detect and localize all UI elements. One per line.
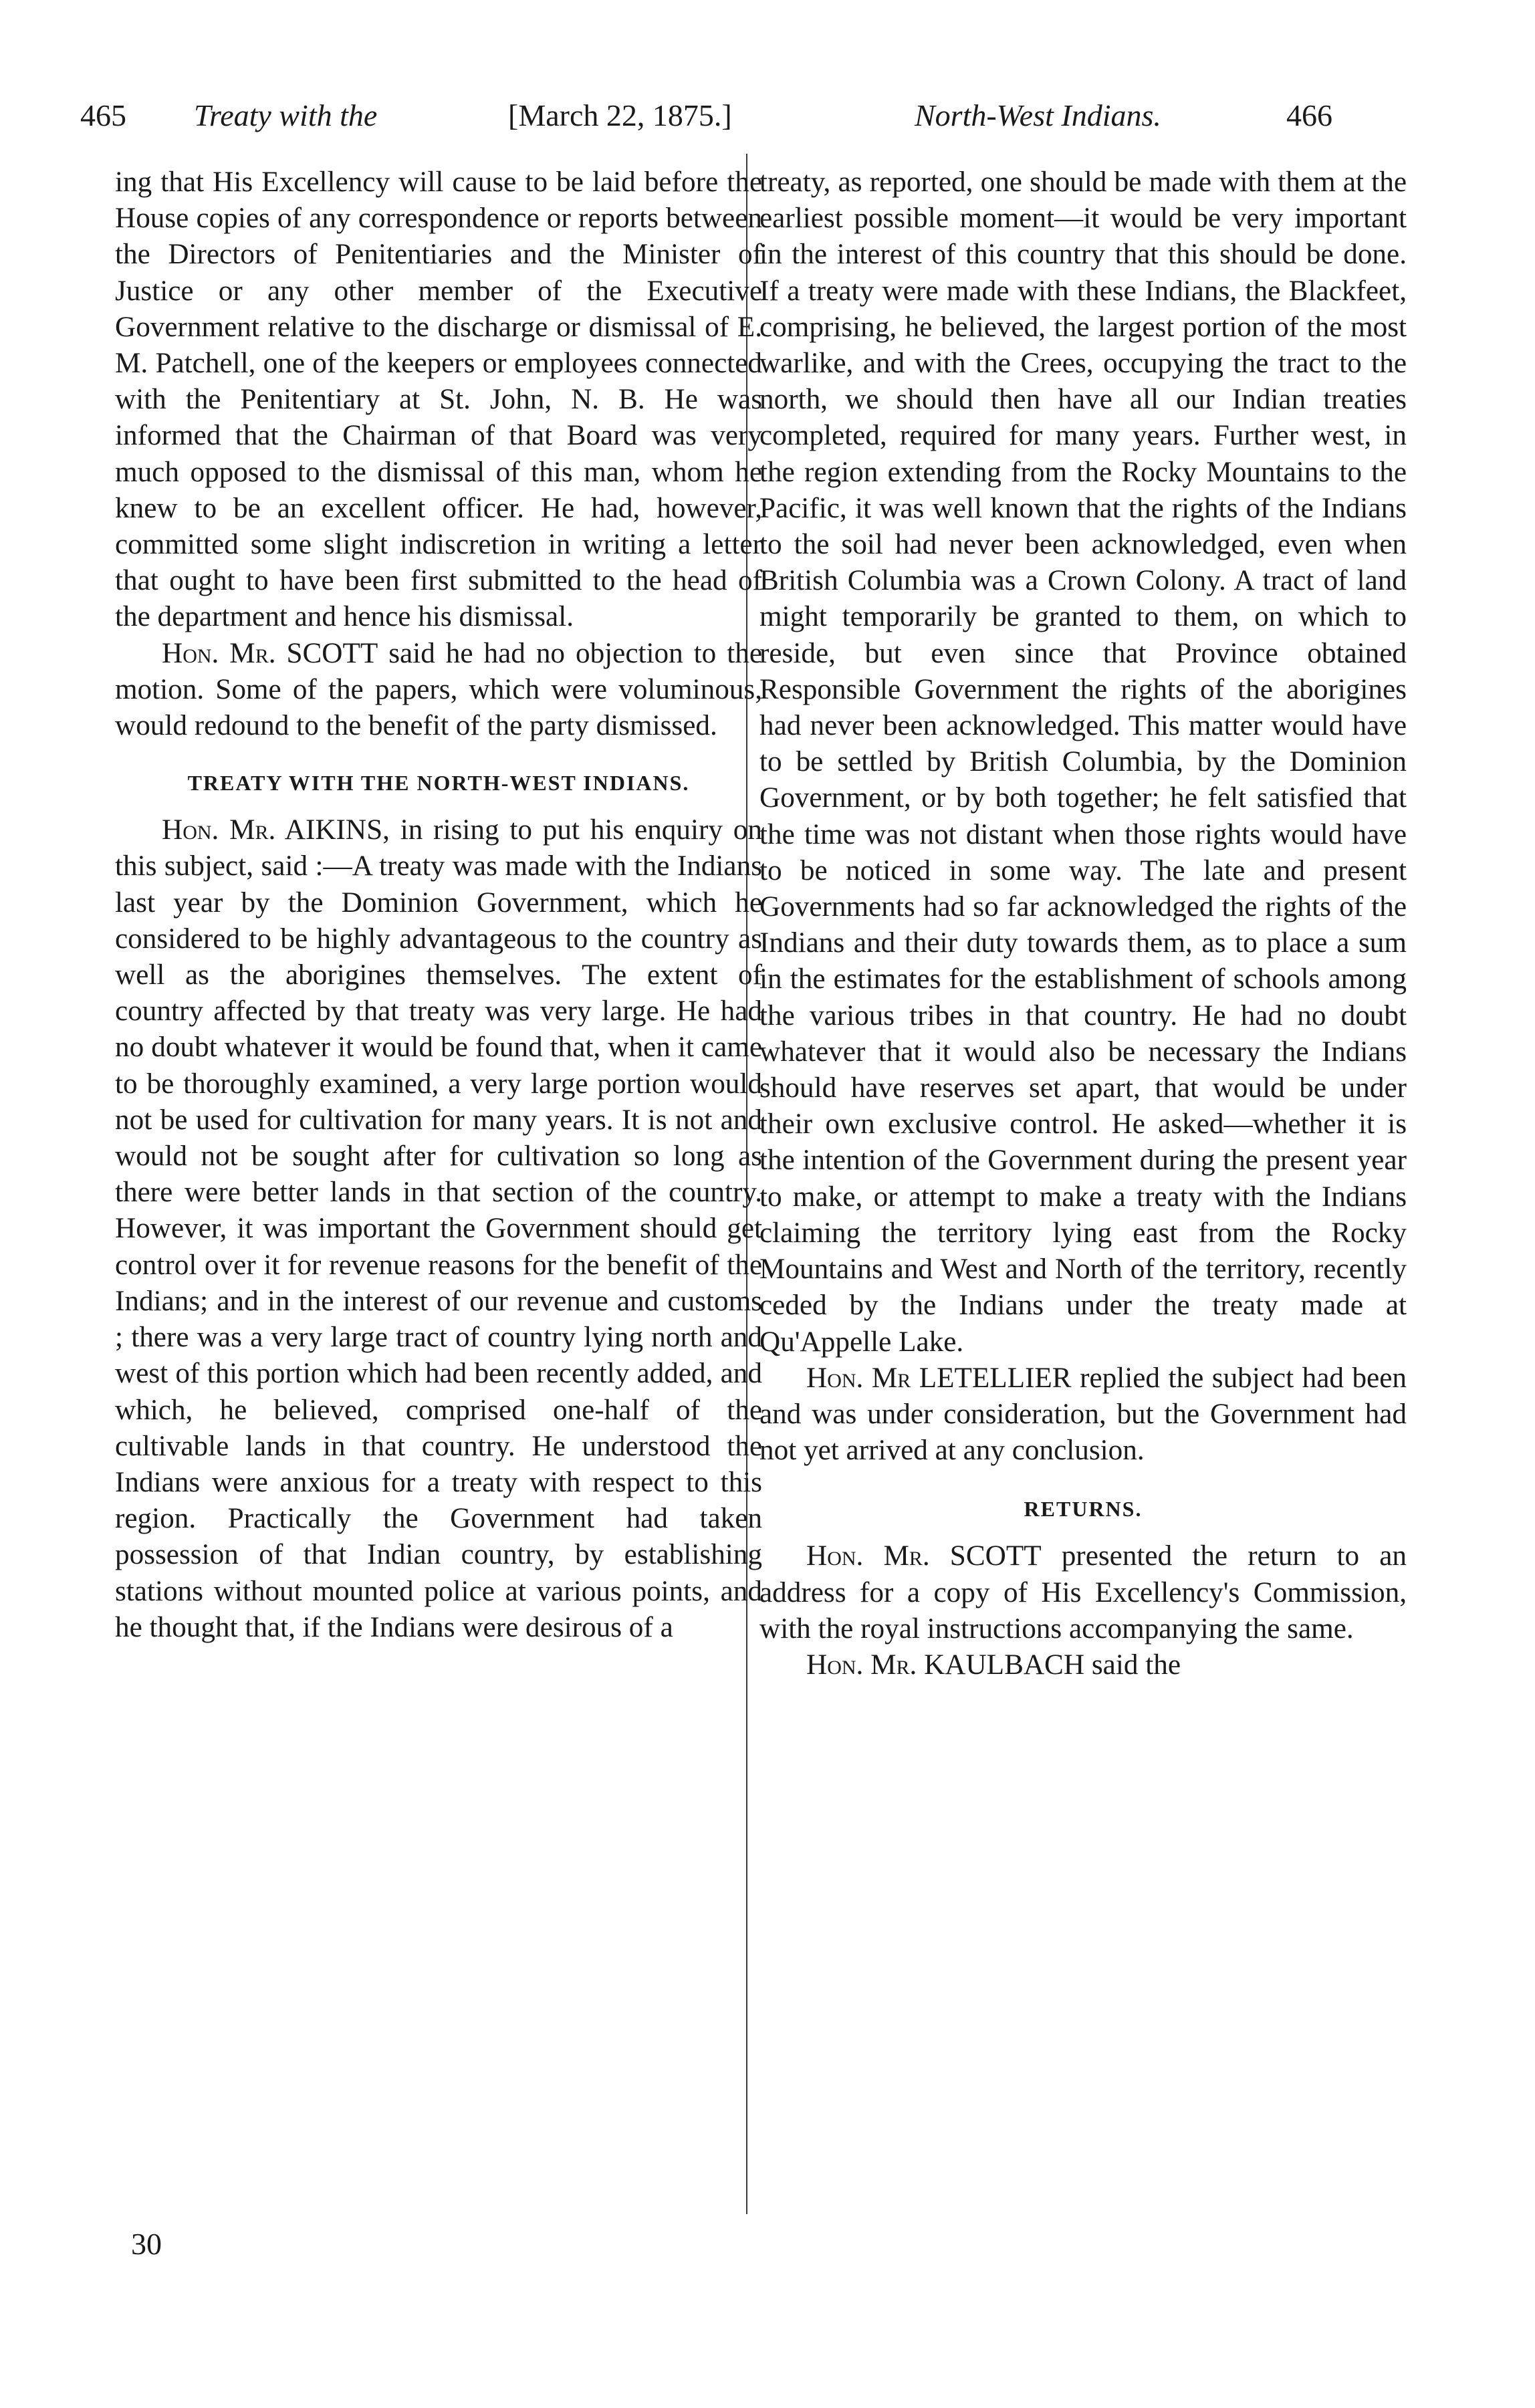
paragraph: [115, 636, 762, 745]
speech-text: said the: [1084, 1649, 1181, 1681]
right-column: [759, 164, 1407, 1683]
paragraph: [759, 1360, 1407, 1469]
speech-text: presented the return to an address for a copy of His Excellency's Commission, with the royal instructions accompanying the same.: [759, 1540, 1407, 1645]
speech-text: said he had no objection to the motion. Some of the papers, which were voluminous, would redound to the benefit of the party dismissed.: [115, 637, 762, 742]
paragraph: treaty, as reported, one should be made with them at the earliest possible moment—it would be very important in the interest of this country that this should be done. If a treaty were made with these Indians, the Blackfeet, comprising, he believed, the largest portion of the most warlike, and with the Crees, occupying the tract to the north, we should then have all our Indian treaties completed, required for many years. Further west, in the region extending from the Rocky Mountains to the Pacific, it was well known that the rights of the Indians to the soil had never been acknowledged, even when British Columbia was a Crown Colony. A tract of land might temporarily be granted to them, on which to reside, but even since that Province obtained Responsible Government the rights of the aborigines had never been acknowledged. This matter would have to be settled by British Columbia, by the Dominion Government, or by both together; he felt satisfied that the time was not distant when those rights would have to be noticed in some way. The late and present Governments had so far acknowledged the rights of the Indians and their duty towards them, as to place a sum in the estimates for the establishment of schools among the various tribes in that country. He had no doubt whatever that it would also be necessary the Indians should have reserves set apart, that would be under their own exclusive control. He asked—whether it is the intention of the Government during the present year to make, or attempt to make a treaty with the Indians claiming the territory lying east from the Rocky Mountains and West and North of the territory, recently ceded by the Indians under the treaty made at Qu'Appelle Lake.: [759, 166, 1407, 1358]
speech-text: in rising to put his enquiry on this subject, said :—A treaty was made with the Indians last year by the Dominion Government, which he considered to be highly advantageous to the country as well as the aborigines themselves. The extent of country affected by that treaty was very large. He had no doubt whatever it would be found that, when it came to be thoroughly examined, a very large portion would not be used for cultivation for many years. It is not and would not be sought after for cultivation so long as there were better lands in that section of the country. However, it was important the Government should get control over it for revenue reasons for the benefit of the Indians; and in the interest of our revenue and customs ; there was a very large tract of country lying north and west of this portion which had been recently added, and which, he believed, comprised one-half of the cultivable lands in that country. He understood the Indians were anxious for a treaty with respect to this region. Practically the Government had taken possession of that Indian country, by establishing stations without mounted police at various points, and he thought that, if the Indians were desirous of a: [115, 814, 762, 1643]
page-number-left: 465: [80, 98, 126, 132]
paragraph: [115, 812, 762, 1646]
header-date: [March 22, 1875.]: [508, 98, 732, 132]
speaker-name: Hon. Mr. AIKINS,: [162, 814, 390, 846]
signature-mark: 30: [131, 2227, 162, 2261]
speaker-name: Hon. Mr. KAULBACH: [806, 1649, 1085, 1681]
speaker-name: Hon. Mr. SCOTT: [162, 637, 378, 669]
header-title-right: North-West Indians.: [915, 98, 1161, 132]
page-number-right: 466: [1286, 98, 1332, 132]
paragraph: [759, 1538, 1407, 1647]
header-title-left: Treaty with the: [194, 98, 378, 132]
speech-text: replied the subject had been and was under consideration, but the Government had not yet arrived at any conclusion.: [759, 1362, 1407, 1467]
section-heading: RETURNS.: [1024, 1497, 1143, 1522]
speaker-name: Hon. Mr. SCOTT: [806, 1540, 1042, 1572]
section-heading: TREATY WITH THE NORTH-WEST INDIANS.: [187, 771, 690, 796]
left-column: [115, 164, 762, 1646]
speaker-name: Hon. Mr LETELLIER: [806, 1362, 1072, 1394]
running-header: [80, 92, 1364, 139]
paragraph: ing that His Excellency will cause to be laid before the House copies of any correspondence or reports between the Directors of Penitentiaries and the Minister of Justice or any other member of the Executive Government relative to the discharge or dismissal of E. M. Patchell, one of the keepers or employees connected with the Penitentiary at St. John, N. B. He was informed that the Chairman of that Board was very much opposed to the dismissal of this man, whom he knew to be an excellent officer. He had, however, committed some slight indiscretion in writing a letter that ought to have been first submitted to the head of the department and hence his dismissal.: [115, 166, 762, 633]
paragraph: [759, 1647, 1407, 1683]
